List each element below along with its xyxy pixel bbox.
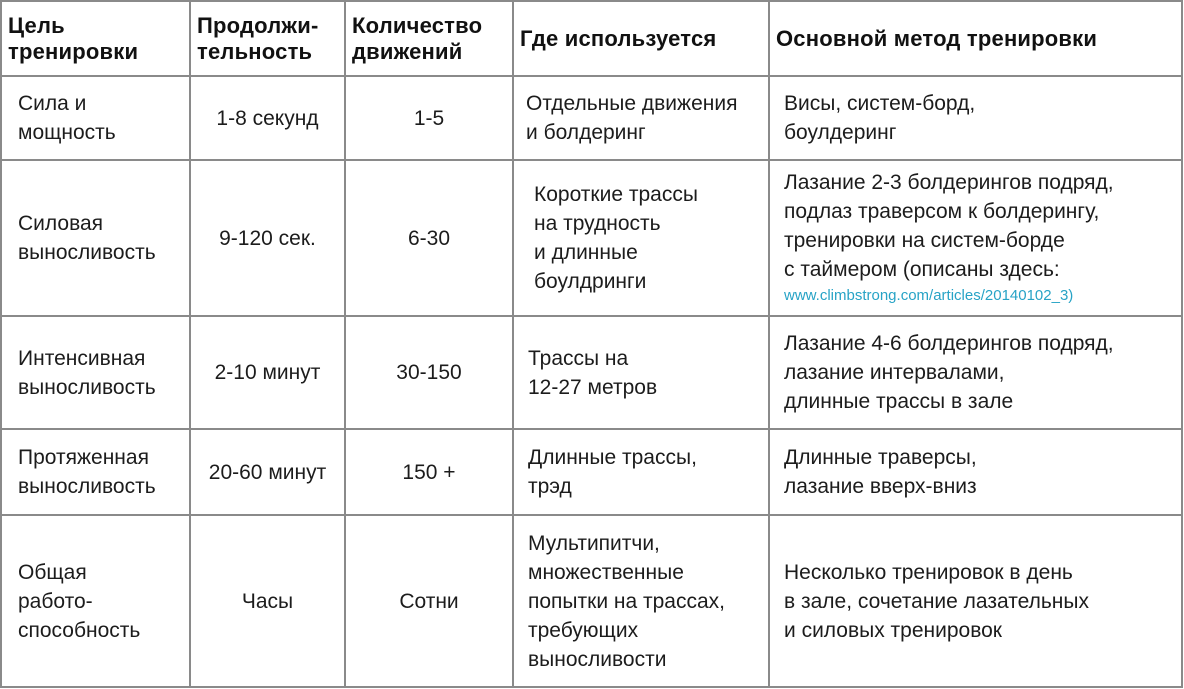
cell-where: Короткие трассы на трудность и длинные боулдринги <box>513 160 769 316</box>
header-duration: Продолжи- тельность <box>190 1 345 76</box>
cell-duration: 2-10 минут <box>190 316 345 429</box>
cell-moves: 150 + <box>345 429 513 515</box>
cell-moves: Сотни <box>345 515 513 687</box>
cell-moves: 30-150 <box>345 316 513 429</box>
cell-method: Лазание 2-3 болдерингов подряд, подлаз траверсом к болдерингу, тренировки на систем-борде с таймером (описаны здесь: www.climbstrong.com/articles/20140102_3) <box>769 160 1182 316</box>
cell-moves: 6-30 <box>345 160 513 316</box>
cell-duration: 20-60 минут <box>190 429 345 515</box>
cell-duration: Часы <box>190 515 345 687</box>
header-method: Основной метод тренировки <box>769 1 1182 76</box>
header-where: Где используется <box>513 1 769 76</box>
cell-goal: Интенсивная выносливость <box>1 316 190 429</box>
cell-duration: 1-8 секунд <box>190 76 345 160</box>
header-moves: Количество движений <box>345 1 513 76</box>
table-row <box>1 429 1182 515</box>
cell-goal: Силовая выносливость <box>1 160 190 316</box>
table-row <box>1 76 1182 160</box>
cell-method: Висы, систем-борд, боулдеринг <box>769 76 1182 160</box>
header-goal: Цель тренировки <box>1 1 190 76</box>
table-header-row <box>1 1 1182 76</box>
climbstrong-link[interactable]: www.climbstrong.com/articles/20140102_3) <box>784 287 1074 304</box>
cell-where: Длинные трассы, трэд <box>513 429 769 515</box>
cell-where: Отдельные движения и болдеринг <box>513 76 769 160</box>
cell-method: Длинные траверсы, лазание вверх-вниз <box>769 429 1182 515</box>
cell-moves: 1-5 <box>345 76 513 160</box>
cell-where: Мультипитчи, множественные попытки на трассах, требующих выносливости <box>513 515 769 687</box>
table-row <box>1 515 1182 687</box>
table-row <box>1 160 1182 316</box>
cell-duration: 9-120 сек. <box>190 160 345 316</box>
table-row <box>1 316 1182 429</box>
cell-goal: Общая работо- способность <box>1 515 190 687</box>
cell-method: Несколько тренировок в день в зале, сочетание лазательных и силовых тренировок <box>769 515 1182 687</box>
cell-where: Трассы на 12-27 метров <box>513 316 769 429</box>
cell-method: Лазание 4-6 болдерингов подряд, лазание интервалами, длинные трассы в зале <box>769 316 1182 429</box>
cell-goal: Сила и мощность <box>1 76 190 160</box>
cell-goal: Протяженная выносливость <box>1 429 190 515</box>
